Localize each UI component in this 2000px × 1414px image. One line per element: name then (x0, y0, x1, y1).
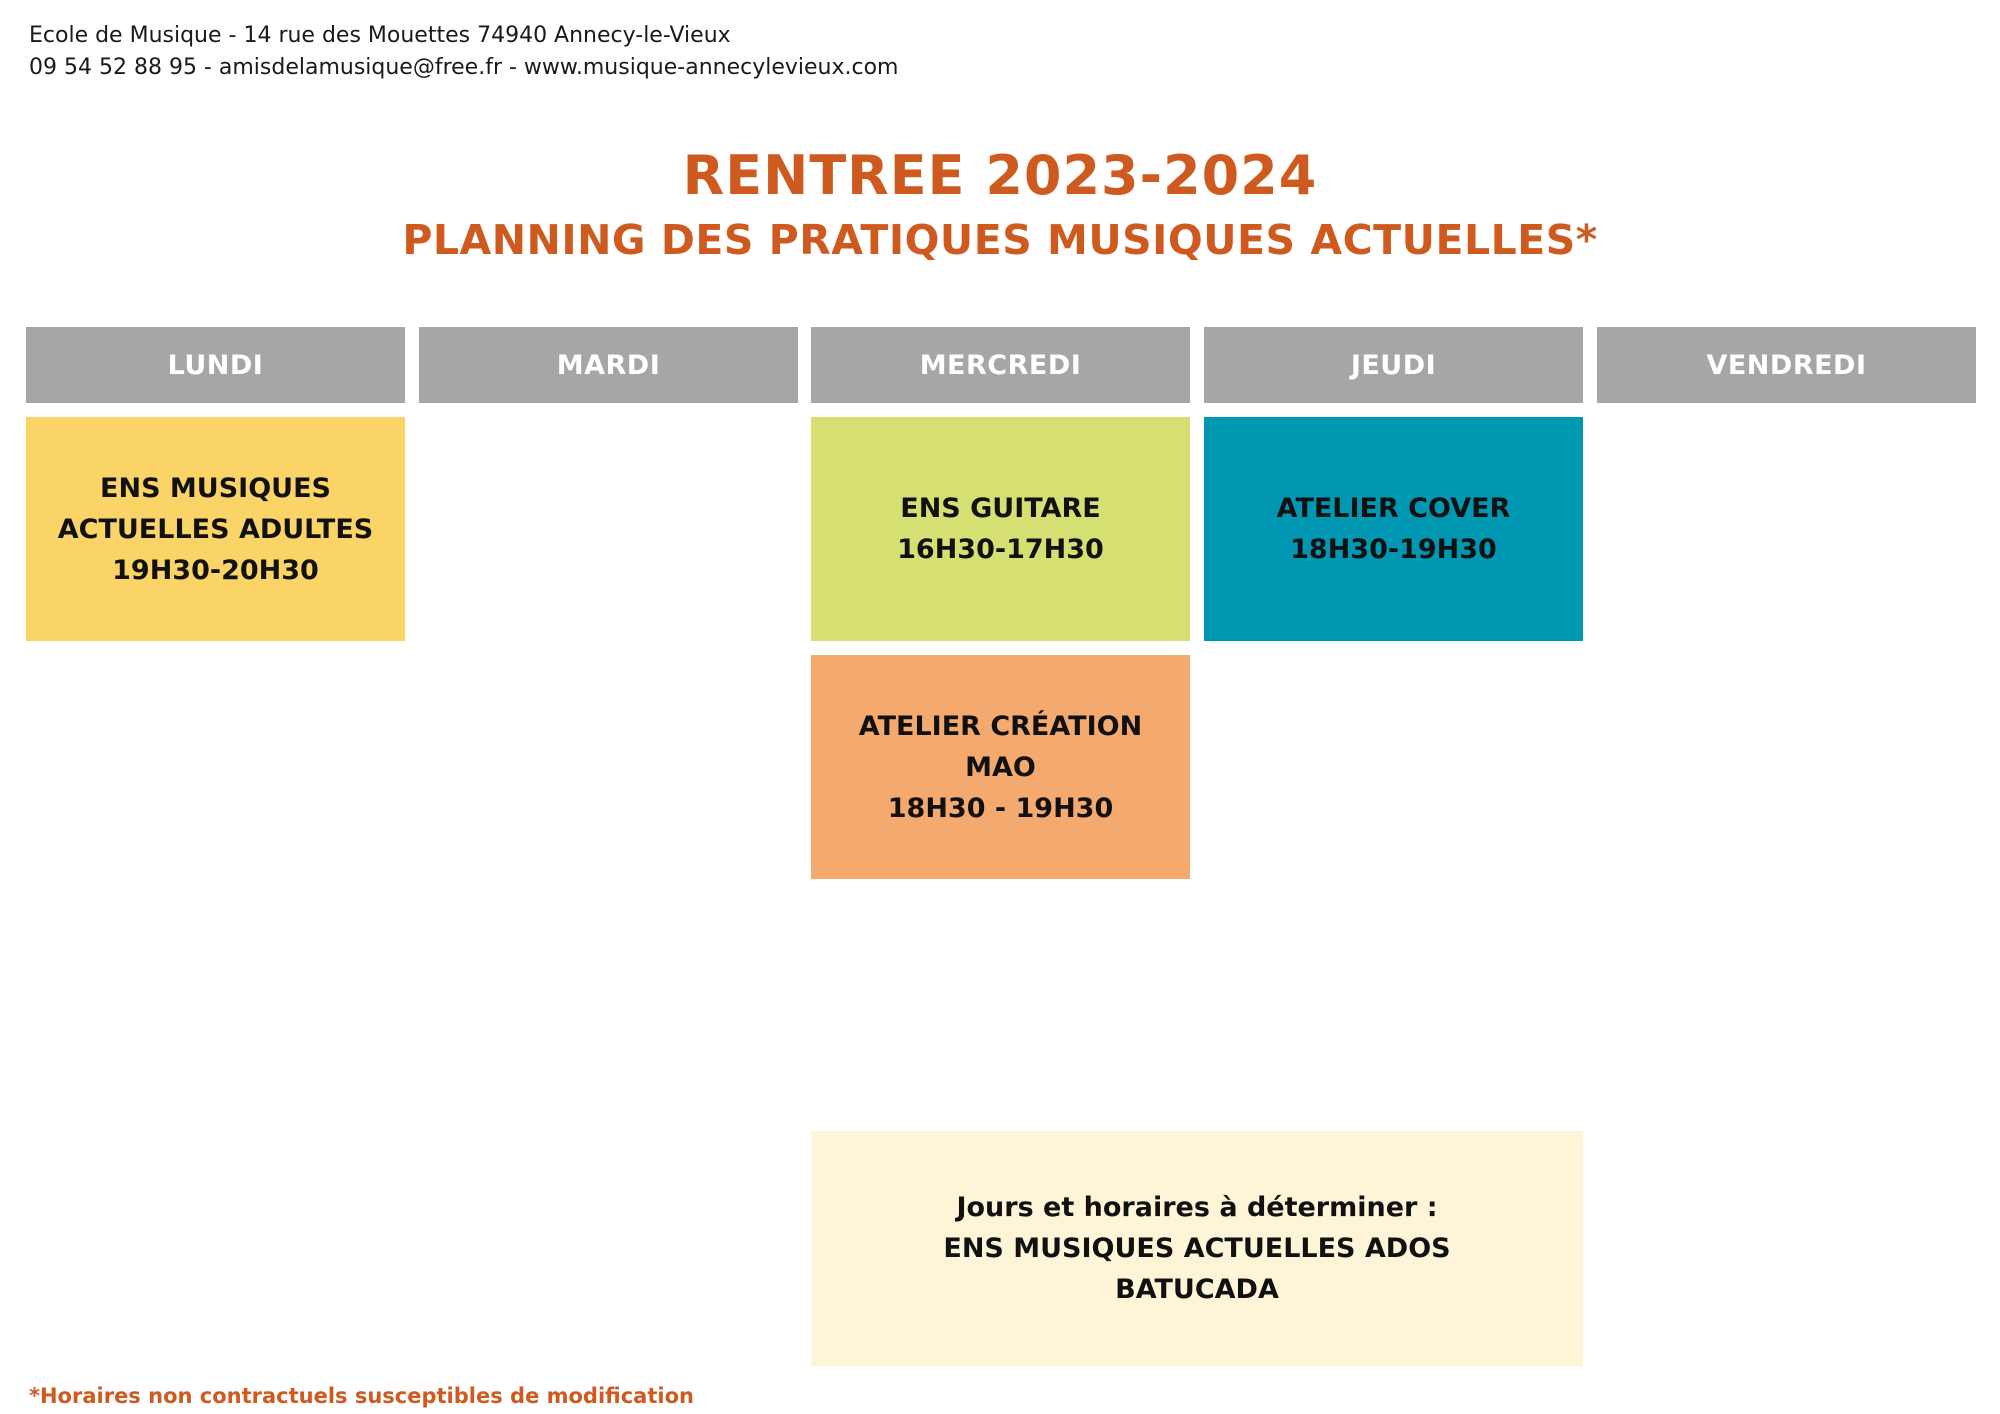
day-header-mardi: MARDI (419, 327, 798, 403)
page-title: RENTREE 2023-2024 (682, 144, 1318, 207)
day-header-vendredi: VENDREDI (1597, 327, 1976, 403)
slot-ens-guitare (811, 417, 1190, 641)
slot-time: 18H30-19H30 (1290, 534, 1497, 565)
school-address: Ecole de Musique - 14 rue des Mouettes 74940 Annecy-le-Vieux (29, 23, 731, 48)
tbd-heading: Jours et horaires à déterminer : (956, 1192, 1438, 1223)
slot-title-line2: ACTUELLES ADULTES (57, 513, 374, 545)
slot-title-line2: MAO (965, 751, 1036, 783)
footnote: *Horaires non contractuels susceptibles de modification (29, 1384, 694, 1408)
school-contact: 09 54 52 88 95 - amisdelamusique@free.fr - www.musique-annecylevieux.com (29, 55, 899, 80)
slot-title-line1: ENS GUITARE (900, 493, 1101, 524)
tbd-item-batucada: BATUCADA (1115, 1274, 1279, 1305)
page-subtitle: PLANNING DES PRATIQUES MUSIQUES ACTUELLES* (402, 216, 1598, 264)
slot-time: 16H30-17H30 (897, 534, 1104, 565)
slot-ens-musiques-actuelles-adultes (26, 417, 405, 641)
day-header-mercredi: MERCREDI (811, 327, 1190, 403)
slot-title-line1: ENS MUSIQUES (100, 472, 331, 504)
tbd-item-ens-ados: ENS MUSIQUES ACTUELLES ADOS (943, 1233, 1451, 1264)
slot-atelier-cover (1204, 417, 1583, 641)
slot-time: 18H30 - 19H30 (887, 792, 1114, 824)
day-header-jeudi: JEUDI (1204, 327, 1583, 403)
slot-atelier-creation-mao (811, 655, 1190, 879)
slot-title-line1: ATELIER CRÉATION (858, 710, 1143, 742)
day-header-lundi: LUNDI (26, 327, 405, 403)
tbd-schedule-box (811, 1131, 1583, 1366)
slot-time: 19H30-20H30 (112, 554, 319, 586)
slot-title-line1: ATELIER COVER (1276, 493, 1511, 524)
